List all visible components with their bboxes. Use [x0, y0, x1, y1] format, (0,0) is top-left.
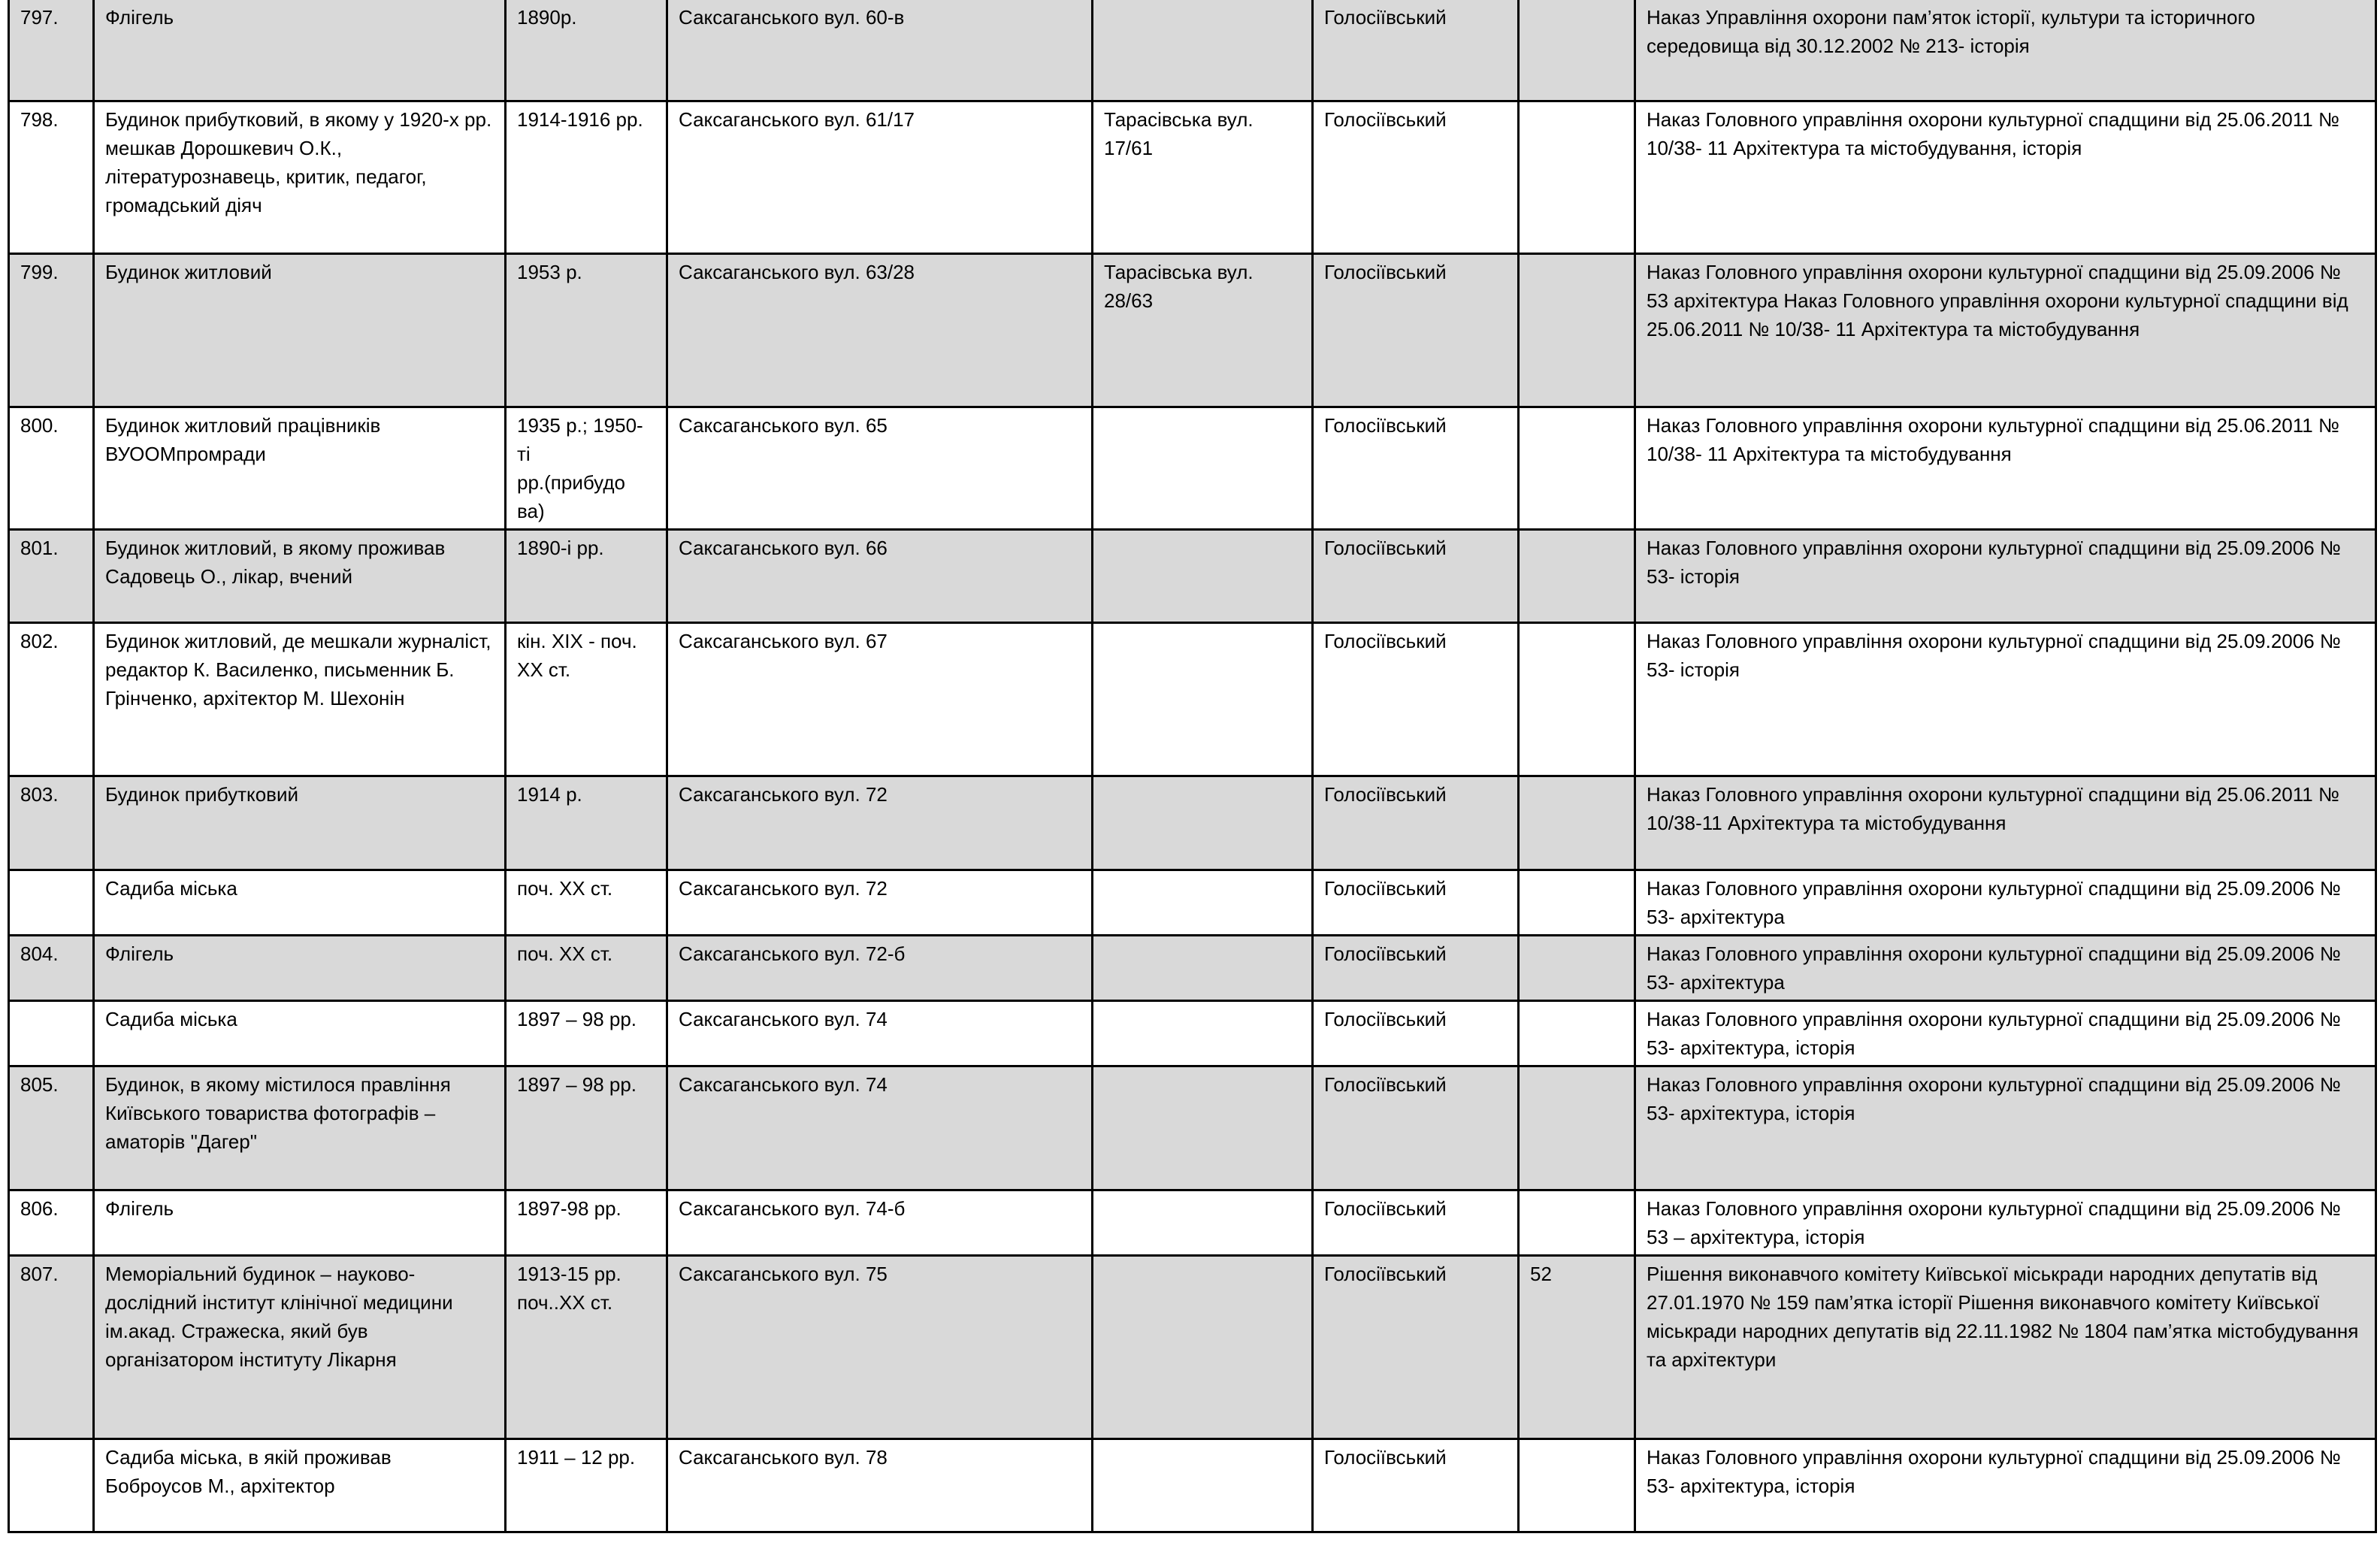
- cell-address: Саксаганського вул. 61/17: [667, 101, 1093, 253]
- table-row: [9, 0, 2376, 101]
- cell-district: Голосіївський: [1313, 529, 1519, 622]
- cell-code: [1519, 870, 1635, 935]
- cell-date: поч. ХХ ст.: [506, 870, 667, 935]
- cell-name: Будинок житловий, в якому проживав Садовець О., лікар, вчений: [94, 529, 506, 622]
- cell-code: [1519, 776, 1635, 870]
- cell-date: 1914-1916 рр.: [506, 101, 667, 253]
- table-row: [9, 870, 2376, 935]
- cell-number: [9, 1438, 94, 1532]
- cell-date: 1897-98 рр.: [506, 1190, 667, 1255]
- cell-order: Наказ Головного управління охорони культурної спадщини від 25.09.2006 № 53- архітектура, історія: [1635, 1000, 2376, 1066]
- cell-name: Меморіальний будинок – науково-дослідний інститут клінічної медицини ім.акад. Стражеска, який був організатором інституту Лікарня: [94, 1255, 506, 1438]
- cell-district: Голосіївський: [1313, 1190, 1519, 1255]
- cell-address: Саксаганського вул. 67: [667, 622, 1093, 776]
- cell-order: Наказ Головного управління охорони культурної спадщини від 25.06.2011 № 10/38- 11 Архітектура та містобудування: [1635, 407, 2376, 529]
- cell-code: [1519, 407, 1635, 529]
- cell-district: Голосіївський: [1313, 870, 1519, 935]
- cell-district: Голосіївський: [1313, 407, 1519, 529]
- cell-district: Голосіївський: [1313, 622, 1519, 776]
- table-row: [9, 253, 2376, 407]
- cell-date: 1911 – 12 рр.: [506, 1438, 667, 1532]
- cell-order: Наказ Управління охорони пам’яток історії, культури та історичного середовища від 30.12.2002 № 213- історія: [1635, 0, 2376, 101]
- cell-name: Флігель: [94, 0, 506, 101]
- cell-number: 807.: [9, 1255, 94, 1438]
- cell-number: 797.: [9, 0, 94, 101]
- cell-district: Голосіївський: [1313, 101, 1519, 253]
- cell-order: Наказ Головного управління охорони культурної спадщини від 25.09.2006 № 53 – архітектура, історія: [1635, 1190, 2376, 1255]
- cell-alt-address: [1093, 529, 1313, 622]
- cell-date: 1935 р.; 1950- ті рр.(прибудо ва): [506, 407, 667, 529]
- cell-number: 806.: [9, 1190, 94, 1255]
- cell-name: Садиба міська: [94, 1000, 506, 1066]
- registry-body: [9, 0, 2376, 1532]
- cell-district: Голосіївський: [1313, 1438, 1519, 1532]
- cell-name: Флігель: [94, 1190, 506, 1255]
- table-row: [9, 776, 2376, 870]
- cell-name: Будинок прибутковий: [94, 776, 506, 870]
- cell-date: 1890-і рр.: [506, 529, 667, 622]
- cell-number: 805.: [9, 1066, 94, 1190]
- cell-order: Наказ Головного управління охорони культурної спадщини від 25.06.2011 № 10/38-11 Архітектура та містобудування: [1635, 776, 2376, 870]
- cell-number: 801.: [9, 529, 94, 622]
- table-row: [9, 1255, 2376, 1438]
- cell-date: 1953 р.: [506, 253, 667, 407]
- cell-alt-address: [1093, 1255, 1313, 1438]
- cell-address: Саксаганського вул. 74-б: [667, 1190, 1093, 1255]
- cell-order: Рішення виконавчого комітету Київської міськради народних депутатів від 27.01.1970 № 159 пам’ятка історії Рішення виконавчого комітету Київської міськради народних депутатів від 22.11.1982 № 1804 пам’ятка містобудування та архітектури: [1635, 1255, 2376, 1438]
- heritage-registry-table: [8, 0, 2377, 1533]
- cell-number: 803.: [9, 776, 94, 870]
- cell-number: 798.: [9, 101, 94, 253]
- cell-code: [1519, 1190, 1635, 1255]
- cell-code: [1519, 529, 1635, 622]
- cell-district: Голосіївський: [1313, 253, 1519, 407]
- table-row: [9, 1066, 2376, 1190]
- cell-address: Саксаганського вул. 60-в: [667, 0, 1093, 101]
- cell-number: 802.: [9, 622, 94, 776]
- cell-name: Будинок житловий: [94, 253, 506, 407]
- cell-alt-address: [1093, 1000, 1313, 1066]
- cell-address: Саксаганського вул. 63/28: [667, 253, 1093, 407]
- cell-code: [1519, 0, 1635, 101]
- cell-code: [1519, 101, 1635, 253]
- cell-address: Саксаганського вул. 78: [667, 1438, 1093, 1532]
- cell-name: Будинок житловий працівників ВУООМпромради: [94, 407, 506, 529]
- cell-order: Наказ Головного управління охорони культурної спадщини від 25.09.2006 № 53- архітектура, історія: [1635, 1066, 2376, 1190]
- cell-address: Саксаганського вул. 72: [667, 870, 1093, 935]
- cell-district: Голосіївський: [1313, 776, 1519, 870]
- table-row: [9, 622, 2376, 776]
- cell-order: Наказ Головного управління охорони культурної спадщини від 25.09.2006 № 53- архітектура: [1635, 935, 2376, 1000]
- cell-address: Саксаганського вул. 72: [667, 776, 1093, 870]
- cell-date: 1913-15 рр. поч..ХХ ст.: [506, 1255, 667, 1438]
- cell-number: 799.: [9, 253, 94, 407]
- table-row: [9, 1438, 2376, 1532]
- cell-date: 1914 р.: [506, 776, 667, 870]
- cell-district: Голосіївський: [1313, 0, 1519, 101]
- cell-order: Наказ Головного управління охорони культурної спадщини від 25.09.2006 № 53- архітектура: [1635, 870, 2376, 935]
- cell-address: Саксаганського вул. 72-б: [667, 935, 1093, 1000]
- cell-alt-address: [1093, 1438, 1313, 1532]
- cell-address: Саксаганського вул. 74: [667, 1000, 1093, 1066]
- cell-number: [9, 870, 94, 935]
- cell-name: Будинок прибутковий, в якому у 1920-х рр. мешкав Дорошкевич О.К., літературознавець, критик, педагог, громадський діяч: [94, 101, 506, 253]
- cell-alt-address: [1093, 870, 1313, 935]
- cell-number: 804.: [9, 935, 94, 1000]
- cell-order: Наказ Головного управління охорони культурної спадщини від 25.06.2011 № 10/38- 11 Архітектура та містобудування, історія: [1635, 101, 2376, 253]
- heritage-registry-page: [8, 0, 2375, 1533]
- cell-date: 1897 – 98 рр.: [506, 1000, 667, 1066]
- cell-code: [1519, 253, 1635, 407]
- cell-address: Саксаганського вул. 66: [667, 529, 1093, 622]
- cell-date: 1897 – 98 рр.: [506, 1066, 667, 1190]
- cell-alt-address: Тарасівська вул. 17/61: [1093, 101, 1313, 253]
- cell-address: Саксаганського вул. 65: [667, 407, 1093, 529]
- cell-alt-address: [1093, 622, 1313, 776]
- cell-alt-address: [1093, 1190, 1313, 1255]
- cell-code: [1519, 1066, 1635, 1190]
- cell-code: [1519, 1000, 1635, 1066]
- cell-name: Садиба міська, в якій проживав Боброусов М., архітектор: [94, 1438, 506, 1532]
- cell-code: [1519, 935, 1635, 1000]
- cell-address: Саксаганського вул. 74: [667, 1066, 1093, 1190]
- cell-code: [1519, 1438, 1635, 1532]
- cell-alt-address: [1093, 935, 1313, 1000]
- cell-date: 1890р.: [506, 0, 667, 101]
- cell-alt-address: [1093, 1066, 1313, 1190]
- cell-district: Голосіївський: [1313, 935, 1519, 1000]
- cell-name: Флігель: [94, 935, 506, 1000]
- cell-alt-address: [1093, 776, 1313, 870]
- cell-name: Садиба міська: [94, 870, 506, 935]
- cell-alt-address: Тарасівська вул. 28/63: [1093, 253, 1313, 407]
- cell-district: Голосіївський: [1313, 1255, 1519, 1438]
- cell-code: [1519, 622, 1635, 776]
- table-row: [9, 529, 2376, 622]
- cell-date: поч. ХХ ст.: [506, 935, 667, 1000]
- cell-order: Наказ Головного управління охорони культурної спадщини від 25.09.2006 № 53- історія: [1635, 622, 2376, 776]
- table-row: [9, 1000, 2376, 1066]
- table-row: [9, 935, 2376, 1000]
- table-row: [9, 407, 2376, 529]
- cell-name: Будинок житловий, де мешкали журналіст, редактор К. Василенко, письменник Б. Грінченко, архітектор М. Шехонін: [94, 622, 506, 776]
- cell-order: Наказ Головного управління охорони культурної спадщини від 25.09.2006 № 53- історія: [1635, 529, 2376, 622]
- cell-number: [9, 1000, 94, 1066]
- cell-alt-address: [1093, 407, 1313, 529]
- table-row: [9, 101, 2376, 253]
- cell-district: Голосіївський: [1313, 1066, 1519, 1190]
- cell-district: Голосіївський: [1313, 1000, 1519, 1066]
- cell-order: Наказ Головного управління охорони культурної спадщини від 25.09.2006 № 53- архітектура, історія: [1635, 1438, 2376, 1532]
- cell-alt-address: [1093, 0, 1313, 101]
- cell-address: Саксаганського вул. 75: [667, 1255, 1093, 1438]
- cell-date: кін. ХІХ - поч. ХХ ст.: [506, 622, 667, 776]
- cell-code: 52: [1519, 1255, 1635, 1438]
- cell-order: Наказ Головного управління охорони культурної спадщини від 25.09.2006 № 53 архітектура Наказ Головного управління охорони культурної спадщини від 25.06.2011 № 10/38- 11 Архітектура та містобудування: [1635, 253, 2376, 407]
- table-row: [9, 1190, 2376, 1255]
- cell-name: Будинок, в якому містилося правління Київського товариства фотографів – аматорів "Дагер": [94, 1066, 506, 1190]
- cell-number: 800.: [9, 407, 94, 529]
